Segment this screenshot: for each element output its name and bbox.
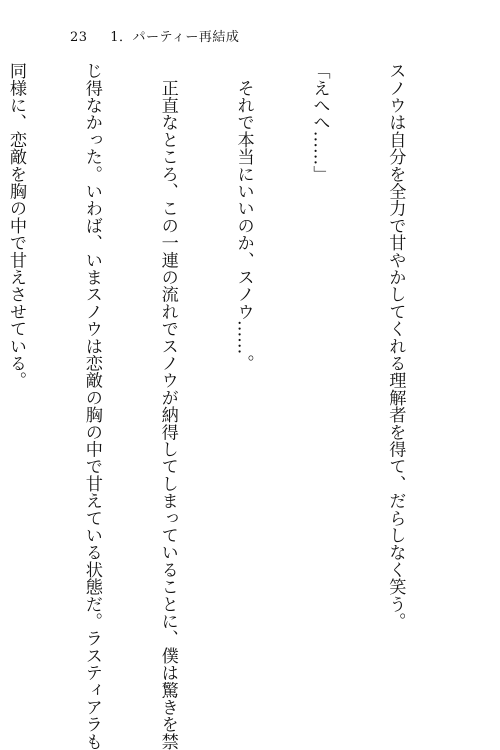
text-line: じ得なかった。いわば、いまスノウは恋敵の胸の中で甘えている状態だ。ラスティアラも bbox=[81, 62, 102, 750]
page-number: 23 bbox=[70, 30, 88, 45]
text-line: 同様に、恋敵を胸の中で甘えさせている。 bbox=[5, 62, 26, 389]
text-line: それで本当にいいのか、スノウ……。 bbox=[233, 62, 254, 372]
chapter-title: 1．パーティー再結成 bbox=[110, 30, 240, 45]
text-line: 「えへへ……」 bbox=[309, 62, 330, 183]
running-header bbox=[70, 26, 239, 45]
text-line: スノウは自分を全力で甘やかしてくれる理解者を得て、だらしなく笑う。 bbox=[385, 62, 406, 630]
text-line: 正直なところ、この一連の流れでスノウが納得してしまっていることに、僕は驚きを禁 bbox=[157, 62, 178, 750]
vertical-body-text bbox=[0, 62, 458, 750]
